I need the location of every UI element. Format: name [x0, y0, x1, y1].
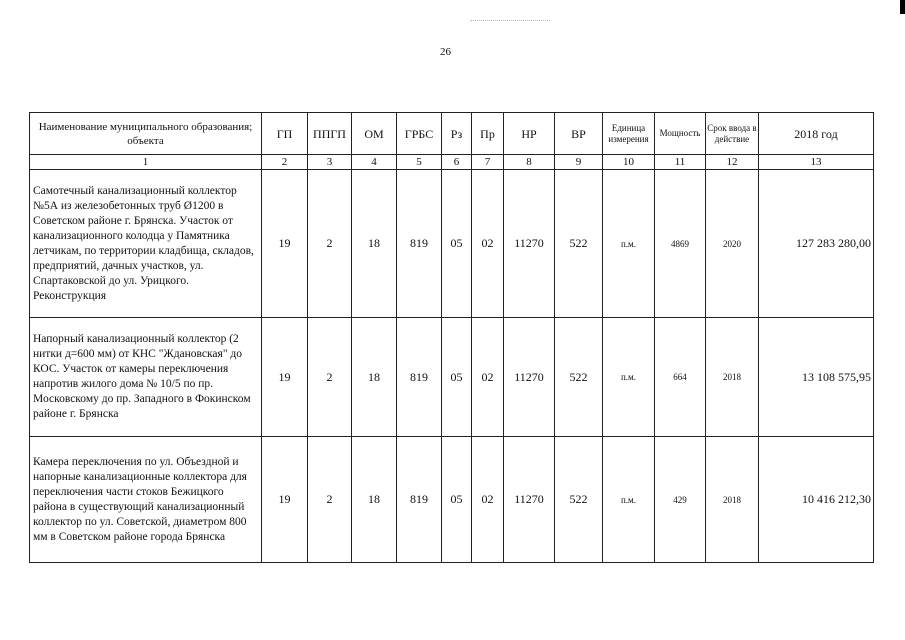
column-number: 4 — [352, 155, 397, 170]
cell-grbs: 819 — [397, 437, 442, 563]
cell-capacity: 664 — [655, 318, 706, 437]
cell-nr: 11270 — [504, 318, 555, 437]
cell-om: 18 — [352, 437, 397, 563]
col-header-om: ОМ — [352, 113, 397, 155]
cell-ppgp: 2 — [308, 437, 352, 563]
column-number: 7 — [472, 155, 504, 170]
col-header-deadline: Срок ввода в действие — [706, 113, 759, 155]
scan-speckle — [470, 20, 550, 23]
object-name: Камера переключения по ул. Объездной и напорные канализационные коллектора для переключения части стоков Бежицкого района в существующий канализационный коллектор по ул. Советской, диаметром 800 мм в Советском районе города Брянска — [30, 437, 262, 563]
page-number: 26 — [440, 46, 451, 58]
col-header-pr: Пр — [472, 113, 504, 155]
object-name: Самотечный канализационный коллектор №5А из железобетонных труб Ø1200 в Советском районе г. Брянска. Участок от канализационного колодца у Памятника летчикам, по территории кладбища, складов, предприятий, дачных участков, ул. Спартаковской до ул. Урицкого. Реконструкция — [30, 170, 262, 318]
cell-deadline: 2020 — [706, 170, 759, 318]
col-header-gp: ГП — [262, 113, 308, 155]
table-row — [30, 437, 874, 563]
cell-capacity: 4869 — [655, 170, 706, 318]
cell-vr: 522 — [555, 318, 603, 437]
cell-vr: 522 — [555, 437, 603, 563]
col-header-nr: НР — [504, 113, 555, 155]
col-header-name: Наименование муниципального образования; объекта — [30, 113, 262, 155]
cell-grbs: 819 — [397, 318, 442, 437]
column-number: 2 — [262, 155, 308, 170]
col-header-ppgp: ППГП — [308, 113, 352, 155]
cell-unit: п.м. — [603, 170, 655, 318]
column-number: 13 — [759, 155, 874, 170]
cell-unit: п.м. — [603, 437, 655, 563]
header-row — [30, 113, 874, 155]
cell-deadline: 2018 — [706, 437, 759, 563]
cell-gp: 19 — [262, 318, 308, 437]
object-name: Напорный канализационный коллектор (2 нитки д=600 мм) от КНС "Ждановская" до КОС. Участок от камеры переключения напротив жилого дома № 10/5 по пр. Московскому до пр. Западного в Фокинском районе г. Брянска — [30, 318, 262, 437]
column-number: 8 — [504, 155, 555, 170]
col-header-rz: Рз — [442, 113, 472, 155]
column-number: 6 — [442, 155, 472, 170]
cell-pr: 02 — [472, 437, 504, 563]
cell-amount-2018: 127 283 280,00 — [759, 170, 874, 318]
cell-om: 18 — [352, 318, 397, 437]
cell-amount-2018: 10 416 212,30 — [759, 437, 874, 563]
col-header-amount-2018: 2018 год — [759, 113, 874, 155]
column-number: 12 — [706, 155, 759, 170]
column-number: 10 — [603, 155, 655, 170]
column-number-row — [30, 155, 874, 170]
cell-grbs: 819 — [397, 170, 442, 318]
budget-table — [29, 112, 874, 563]
cell-unit: п.м. — [603, 318, 655, 437]
table-row — [30, 318, 874, 437]
cell-gp: 19 — [262, 437, 308, 563]
cell-rz: 05 — [442, 318, 472, 437]
cell-ppgp: 2 — [308, 318, 352, 437]
cell-om: 18 — [352, 170, 397, 318]
col-header-vr: ВР — [555, 113, 603, 155]
cell-amount-2018: 13 108 575,95 — [759, 318, 874, 437]
cell-nr: 11270 — [504, 437, 555, 563]
column-number: 9 — [555, 155, 603, 170]
col-header-grbs: ГРБС — [397, 113, 442, 155]
cell-pr: 02 — [472, 170, 504, 318]
cell-deadline: 2018 — [706, 318, 759, 437]
column-number: 3 — [308, 155, 352, 170]
cell-nr: 11270 — [504, 170, 555, 318]
scan-edge-mark — [900, 0, 905, 14]
table-row — [30, 170, 874, 318]
cell-pr: 02 — [472, 318, 504, 437]
column-number: 11 — [655, 155, 706, 170]
column-number: 1 — [30, 155, 262, 170]
cell-capacity: 429 — [655, 437, 706, 563]
col-header-unit: Единица измерения — [603, 113, 655, 155]
column-number: 5 — [397, 155, 442, 170]
cell-vr: 522 — [555, 170, 603, 318]
cell-gp: 19 — [262, 170, 308, 318]
cell-rz: 05 — [442, 437, 472, 563]
col-header-capacity: Мощность — [655, 113, 706, 155]
cell-ppgp: 2 — [308, 170, 352, 318]
cell-rz: 05 — [442, 170, 472, 318]
